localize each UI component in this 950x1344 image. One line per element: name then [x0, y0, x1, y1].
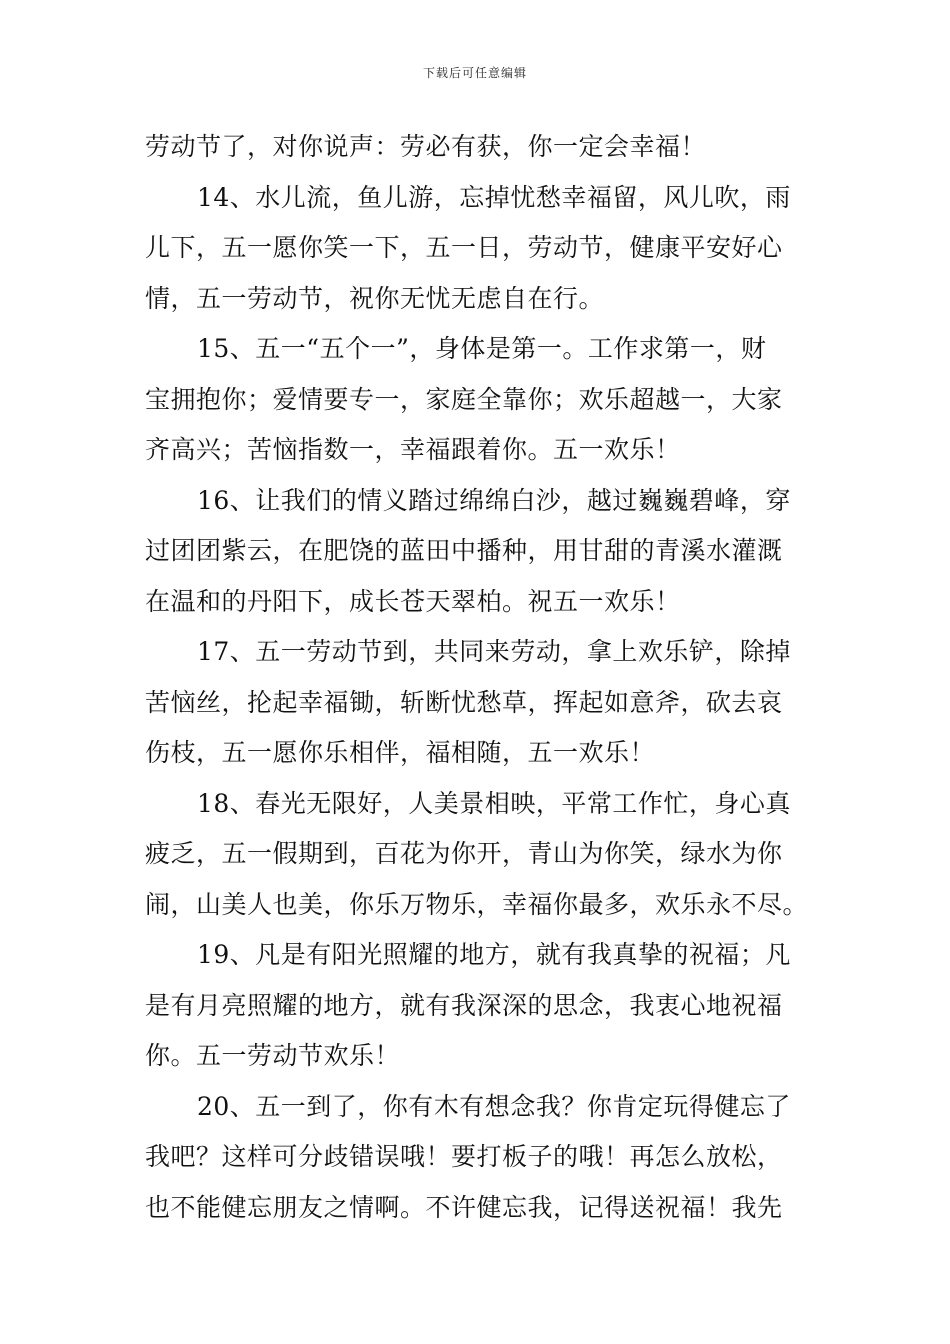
text-line: 情，五一劳动节，祝你无忧无虑自在行。 [145, 283, 605, 313]
paragraph [145, 930, 815, 1082]
text-line: 也不能健忘朋友之情啊。不许健忘我，记得送祝福！我先 [145, 1192, 783, 1222]
text-line: 是有月亮照耀的地方，就有我深深的思念，我衷心地祝福 [145, 990, 783, 1020]
text-line: 19、凡是有阳光照耀的地方，就有我真挚的祝福；凡 [197, 940, 791, 969]
text-line: 宝拥抱你；爱情要专一，家庭全靠你；欢乐超越一，大家 [145, 384, 783, 414]
page-header: 下载后可任意编辑 [422, 66, 527, 80]
text-line: 儿下，五一愿你笑一下，五一日，劳动节，健康平安好心 [145, 233, 783, 262]
paragraph [145, 122, 815, 173]
text-line: 过团团紫云，在肥饶的蓝田中播种，用甘甜的青溪水灌溉 [145, 536, 783, 565]
text-line: 在温和的丹阳下，成长苍天翠柏。祝五一欢乐！ [145, 586, 681, 616]
text-line: 疲乏，五一假期到，百花为你开，青山为你笑，绿水为你 [145, 839, 783, 868]
text-line: 18、春光无限好，人美景相映，平常工作忙，身心真 [197, 788, 791, 818]
paragraph [145, 779, 815, 931]
paragraph [145, 173, 815, 325]
document-body [145, 122, 815, 1233]
text-line: 17、五一劳动节到，共同来劳动，拿上欢乐铲，除掉 [197, 637, 791, 666]
text-line: 齐高兴；苦恼指数一，幸福跟着你。五一欢乐！ [145, 435, 681, 464]
text-line: 闹，山美人也美，你乐万物乐，幸福你最多，欢乐永不尽。 [145, 889, 809, 919]
text-line: 伤枝，五一愿你乐相伴，福相随，五一欢乐！ [145, 738, 656, 767]
text-line: 苦恼丝，抡起幸福锄，斩断忧愁草，挥起如意斧，砍去哀 [145, 687, 783, 717]
paragraph [145, 627, 815, 779]
text-line: 16、让我们的情义踏过绵绵白沙，越过巍巍碧峰，穿 [197, 485, 791, 515]
paragraph [145, 1082, 815, 1234]
paragraph [145, 476, 815, 628]
text-line: 15、五一“五个一”，身体是第一。工作求第一，财 [197, 334, 767, 363]
paragraph [145, 324, 815, 476]
text-line: 劳动节了，对你说声：劳必有获，你一定会幸福！ [145, 132, 707, 161]
text-line: 我吧？这样可分歧错误哦！要打板子的哦！再怎么放松， [145, 1142, 783, 1171]
text-line: 你。五一劳动节欢乐！ [145, 1041, 401, 1070]
text-line: 14、水儿流，鱼儿游，忘掉忧愁幸福留，风儿吹，雨 [197, 182, 791, 212]
text-line: 20、五一到了，你有木有想念我？你肯定玩得健忘了 [197, 1091, 791, 1121]
